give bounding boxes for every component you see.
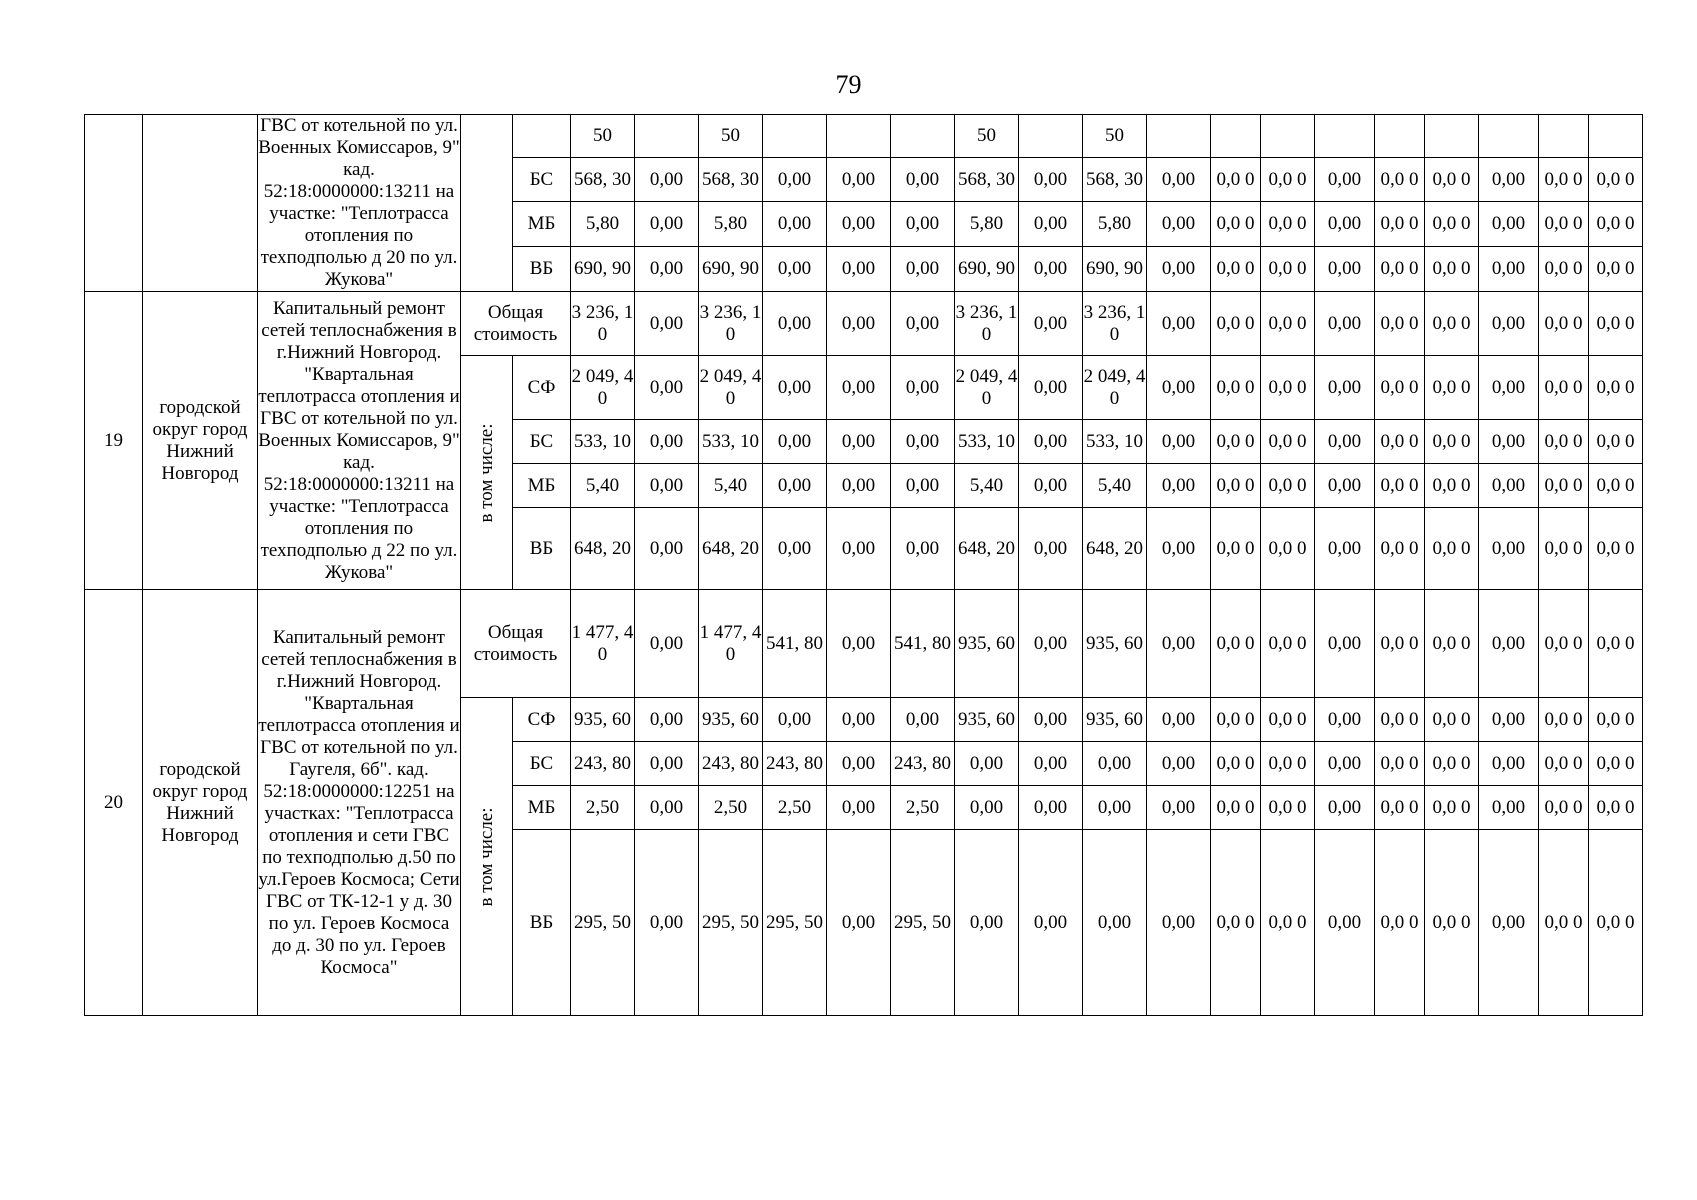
value-cell: 0,0 0 (1425, 420, 1479, 464)
value-cell: 0,0 0 (1539, 830, 1589, 1016)
fund-cell: БС (513, 742, 571, 786)
value-cell: 568, 30 (571, 157, 635, 202)
value-cell: 0,00 (1019, 356, 1083, 420)
value-cell: 0,00 (1315, 464, 1375, 508)
value-cell: 0,0 0 (1539, 202, 1589, 247)
value-cell: 0,00 (1479, 830, 1539, 1016)
value-cell: 0,0 0 (1425, 356, 1479, 420)
value-cell: 0,00 (635, 292, 699, 356)
fund-cell: ВБ (513, 830, 571, 1016)
value-cell: 0,0 0 (1589, 698, 1643, 742)
value-cell: 0,00 (1315, 420, 1375, 464)
value-cell: 0,0 0 (1425, 157, 1479, 202)
value-cell: 0,00 (1315, 356, 1375, 420)
value-cell: 0,00 (891, 420, 955, 464)
value-cell (763, 115, 827, 158)
fund-cell: ВБ (513, 247, 571, 292)
page-number: 79 (835, 70, 862, 99)
value-cell: 0,00 (827, 356, 891, 420)
value-cell: 0,0 0 (1425, 742, 1479, 786)
value-cell: 5,40 (699, 464, 763, 508)
fund-cell: СФ (513, 356, 571, 420)
value-cell: 0,00 (1315, 157, 1375, 202)
value-cell: 0,00 (891, 356, 955, 420)
value-cell: 935, 60 (699, 698, 763, 742)
value-cell: 0,0 0 (1261, 202, 1315, 247)
value-cell: 243, 80 (763, 742, 827, 786)
object-cell: Капитальный ремонт сетей теплоснабжения в г.Нижний Новгород. "Квартальная теплотрасса отопления и ГВС от котельной по ул. Военных Комиссаров, 9" кад. 52:18:0000000:13211 на участке: "Теплотрасса отопления по техподполью д 22 по ул. Жукова" (258, 292, 461, 590)
value-cell: 0,0 0 (1375, 590, 1425, 698)
value-cell: 935, 60 (955, 590, 1019, 698)
value-cell: 0,0 0 (1539, 742, 1589, 786)
value-cell: 5,80 (699, 202, 763, 247)
value-cell: 0,0 0 (1589, 202, 1643, 247)
value-cell: 0,0 0 (1211, 464, 1261, 508)
value-cell: 0,0 0 (1425, 698, 1479, 742)
budget-table (84, 114, 1643, 1016)
value-cell: 5,80 (1083, 202, 1147, 247)
value-cell: 935, 60 (1083, 698, 1147, 742)
value-cell: 5,80 (571, 202, 635, 247)
value-cell: 2,50 (699, 786, 763, 830)
value-cell: 0,00 (1479, 590, 1539, 698)
value-cell: 0,00 (955, 742, 1019, 786)
value-cell: 568, 30 (1083, 157, 1147, 202)
value-cell: 0,00 (635, 830, 699, 1016)
value-cell: 568, 30 (955, 157, 1019, 202)
value-cell (827, 115, 891, 158)
table-row (85, 115, 1643, 158)
value-cell: 3 236, 10 (699, 292, 763, 356)
value-cell: 0,00 (1147, 786, 1211, 830)
value-cell: 0,0 0 (1589, 420, 1643, 464)
value-cell (1589, 115, 1643, 158)
value-cell: 0,00 (635, 698, 699, 742)
value-cell: 0,00 (1019, 420, 1083, 464)
value-cell (891, 115, 955, 158)
value-cell (1211, 115, 1261, 158)
value-cell: 0,00 (1147, 292, 1211, 356)
value-cell: 0,00 (1019, 157, 1083, 202)
value-cell: 0,00 (763, 698, 827, 742)
value-cell: 0,0 0 (1375, 786, 1425, 830)
value-cell: 0,0 0 (1425, 292, 1479, 356)
value-cell: 0,00 (1019, 786, 1083, 830)
value-cell: 0,00 (1019, 698, 1083, 742)
municipality-cell: городской округ город Нижний Новгород (143, 292, 258, 590)
value-cell: 0,00 (635, 786, 699, 830)
value-cell: 0,00 (763, 292, 827, 356)
value-cell: 50 (1083, 115, 1147, 158)
value-cell: 0,00 (955, 786, 1019, 830)
value-cell: 690, 90 (1083, 247, 1147, 292)
value-cell: 0,00 (1147, 508, 1211, 590)
value-cell (1315, 115, 1375, 158)
value-cell: 0,00 (1147, 464, 1211, 508)
value-cell: 0,0 0 (1375, 698, 1425, 742)
fund-cell: МБ (513, 786, 571, 830)
value-cell: 50 (571, 115, 635, 158)
total-label: Общая стоимость (461, 292, 571, 356)
object-cell: Капитальный ремонт сетей теплоснабжения в г.Нижний Новгород. "Квартальная теплотрасса отопления и ГВС от котельной по ул. Гаугеля, 6б". кад. 52:18:0000000:12251 на участках: "Теплотрасса отопления и сети ГВС по техподполью д.50 по ул.Героев Космоса; Сети ГВС от ТК-12-1 у д. 30 по ул. Героев Космоса до д. 30 по ул. Героев Космоса" (258, 590, 461, 1016)
value-cell (1147, 115, 1211, 158)
value-cell: 0,00 (1019, 247, 1083, 292)
value-cell: 0,00 (1479, 742, 1539, 786)
value-cell: 1 477, 40 (699, 590, 763, 698)
value-cell: 0,0 0 (1211, 356, 1261, 420)
value-cell: 243, 80 (571, 742, 635, 786)
value-cell: 0,00 (827, 786, 891, 830)
value-cell: 568, 30 (699, 157, 763, 202)
value-cell: 0,0 0 (1211, 420, 1261, 464)
total-label: Общая стоимость (461, 590, 571, 698)
value-cell: 0,00 (763, 247, 827, 292)
value-cell: 0,00 (1019, 830, 1083, 1016)
value-cell: 0,0 0 (1589, 157, 1643, 202)
value-cell: 533, 10 (1083, 420, 1147, 464)
value-cell: 0,0 0 (1425, 786, 1479, 830)
fund-cell: БС (513, 157, 571, 202)
value-cell: 0,00 (827, 202, 891, 247)
value-cell: 541, 80 (891, 590, 955, 698)
value-cell: 0,00 (827, 590, 891, 698)
value-cell: 0,00 (1479, 202, 1539, 247)
value-cell: 690, 90 (955, 247, 1019, 292)
value-cell: 2 049, 40 (955, 356, 1019, 420)
value-cell: 0,0 0 (1539, 157, 1589, 202)
value-cell: 0,00 (827, 292, 891, 356)
value-cell: 648, 20 (571, 508, 635, 590)
value-cell: 0,0 0 (1261, 157, 1315, 202)
in-tom-chisle-text: в том числе: (475, 806, 497, 907)
value-cell: 0,00 (1019, 590, 1083, 698)
value-cell: 0,00 (1315, 202, 1375, 247)
value-cell: 0,0 0 (1375, 292, 1425, 356)
value-cell: 5,80 (955, 202, 1019, 247)
value-cell: 0,0 0 (1425, 202, 1479, 247)
value-cell: 0,0 0 (1425, 830, 1479, 1016)
value-cell: 0,0 0 (1375, 464, 1425, 508)
value-cell: 0,00 (955, 830, 1019, 1016)
value-cell: 0,00 (763, 356, 827, 420)
value-cell: 2 049, 40 (699, 356, 763, 420)
value-cell: 3 236, 10 (955, 292, 1019, 356)
value-cell: 0,0 0 (1589, 356, 1643, 420)
value-cell: 0,00 (1479, 508, 1539, 590)
fund-cell: МБ (513, 202, 571, 247)
value-cell: 0,0 0 (1589, 830, 1643, 1016)
value-cell: 0,00 (827, 420, 891, 464)
value-cell: 0,0 0 (1539, 698, 1589, 742)
value-cell: 0,00 (891, 508, 955, 590)
value-cell: 2 049, 40 (1083, 356, 1147, 420)
value-cell: 0,0 0 (1261, 356, 1315, 420)
value-cell: 0,00 (763, 157, 827, 202)
value-cell: 0,00 (635, 420, 699, 464)
value-cell: 0,00 (1315, 742, 1375, 786)
value-cell: 0,00 (1315, 830, 1375, 1016)
value-cell: 648, 20 (1083, 508, 1147, 590)
value-cell: 0,0 0 (1589, 508, 1643, 590)
value-cell: 2,50 (571, 786, 635, 830)
value-cell: 0,0 0 (1539, 420, 1589, 464)
value-cell: 2,50 (763, 786, 827, 830)
value-cell: 5,40 (955, 464, 1019, 508)
value-cell: 0,00 (1147, 742, 1211, 786)
table-row (85, 590, 1643, 698)
value-cell: 0,00 (763, 420, 827, 464)
num-cell (85, 115, 143, 292)
value-cell: 935, 60 (955, 698, 1019, 742)
fund-cell: СФ (513, 698, 571, 742)
value-cell: 0,00 (827, 698, 891, 742)
value-cell: 0,0 0 (1375, 202, 1425, 247)
value-cell: 0,00 (891, 157, 955, 202)
value-cell (1539, 115, 1589, 158)
value-cell: 243, 80 (891, 742, 955, 786)
value-cell: 0,0 0 (1589, 292, 1643, 356)
value-cell: 0,00 (891, 292, 955, 356)
value-cell: 0,0 0 (1261, 698, 1315, 742)
value-cell: 0,00 (891, 247, 955, 292)
municipality-cell: городской округ город Нижний Новгород (143, 590, 258, 1016)
value-cell: 533, 10 (571, 420, 635, 464)
value-cell: 0,00 (1147, 247, 1211, 292)
value-cell: 0,00 (827, 464, 891, 508)
value-cell: 0,00 (1479, 464, 1539, 508)
value-cell: 0,00 (891, 698, 955, 742)
value-cell: 0,00 (1479, 247, 1539, 292)
value-cell: 0,0 0 (1261, 247, 1315, 292)
value-cell: 0,00 (1019, 292, 1083, 356)
value-cell: 0,00 (635, 742, 699, 786)
value-cell: 0,00 (1147, 590, 1211, 698)
value-cell (1479, 115, 1539, 158)
value-cell: 1 477, 40 (571, 590, 635, 698)
value-cell: 0,00 (827, 157, 891, 202)
value-cell: 690, 90 (699, 247, 763, 292)
in-tom-chisle-label (461, 698, 513, 1016)
value-cell: 0,00 (1479, 420, 1539, 464)
value-cell: 0,0 0 (1211, 698, 1261, 742)
value-cell: 0,0 0 (1425, 247, 1479, 292)
value-cell: 0,00 (635, 356, 699, 420)
value-cell: 295, 50 (763, 830, 827, 1016)
value-cell: 0,0 0 (1539, 786, 1589, 830)
value-cell: 0,0 0 (1375, 742, 1425, 786)
value-cell: 0,00 (891, 464, 955, 508)
value-cell: 0,0 0 (1539, 247, 1589, 292)
value-cell: 0,00 (635, 202, 699, 247)
value-cell: 0,00 (1147, 698, 1211, 742)
value-cell: 0,0 0 (1425, 464, 1479, 508)
value-cell: 0,0 0 (1261, 590, 1315, 698)
value-cell: 0,0 0 (1211, 742, 1261, 786)
value-cell: 0,0 0 (1375, 157, 1425, 202)
value-cell: 648, 20 (955, 508, 1019, 590)
value-cell (635, 115, 699, 158)
value-cell: 0,00 (763, 202, 827, 247)
value-cell: 0,0 0 (1375, 508, 1425, 590)
value-cell: 0,00 (1315, 590, 1375, 698)
value-cell: 2 049, 40 (571, 356, 635, 420)
value-cell: 295, 50 (699, 830, 763, 1016)
value-cell: 0,0 0 (1375, 247, 1425, 292)
value-cell: 0,0 0 (1211, 590, 1261, 698)
value-cell: 0,0 0 (1261, 508, 1315, 590)
in-tom-chisle-text: в том числе: (475, 422, 497, 523)
value-cell: 0,00 (1147, 157, 1211, 202)
value-cell: 0,00 (763, 464, 827, 508)
value-cell: 0,00 (891, 202, 955, 247)
value-cell: 648, 20 (699, 508, 763, 590)
value-cell: 0,0 0 (1375, 356, 1425, 420)
value-cell: 0,00 (1315, 247, 1375, 292)
value-cell: 295, 50 (891, 830, 955, 1016)
value-cell: 0,0 0 (1211, 830, 1261, 1016)
value-cell: 0,0 0 (1539, 464, 1589, 508)
table-row (85, 292, 1643, 356)
value-cell: 690, 90 (571, 247, 635, 292)
value-cell: 935, 60 (571, 698, 635, 742)
value-cell: 0,00 (1019, 742, 1083, 786)
value-cell: 541, 80 (763, 590, 827, 698)
value-cell: 0,00 (635, 590, 699, 698)
value-cell: 0,00 (1479, 356, 1539, 420)
value-cell: 0,0 0 (1211, 786, 1261, 830)
value-cell: 0,0 0 (1261, 464, 1315, 508)
value-cell (1375, 115, 1425, 158)
value-cell: 0,00 (827, 508, 891, 590)
value-cell: 0,0 0 (1261, 830, 1315, 1016)
value-cell: 50 (955, 115, 1019, 158)
value-cell: 0,0 0 (1539, 508, 1589, 590)
value-cell: 0,0 0 (1539, 292, 1589, 356)
value-cell: 0,00 (827, 830, 891, 1016)
fund-cell: ВБ (513, 508, 571, 590)
value-cell: 2,50 (891, 786, 955, 830)
fund-cell: БС (513, 420, 571, 464)
value-cell: 0,00 (1315, 786, 1375, 830)
value-cell (1425, 115, 1479, 158)
item-number: 20 (85, 590, 143, 1016)
value-cell: 0,0 0 (1211, 202, 1261, 247)
value-cell: 0,00 (1147, 420, 1211, 464)
value-cell: 0,0 0 (1211, 157, 1261, 202)
value-cell: 0,00 (1019, 508, 1083, 590)
item-number: 19 (85, 292, 143, 590)
value-cell: 0,0 0 (1589, 247, 1643, 292)
value-cell: 0,0 0 (1261, 786, 1315, 830)
value-cell: 0,00 (1019, 464, 1083, 508)
value-cell: 5,40 (1083, 464, 1147, 508)
value-cell: 0,00 (1479, 157, 1539, 202)
value-cell: 0,00 (1479, 786, 1539, 830)
fund-cell (513, 115, 571, 158)
value-cell: 0,00 (1019, 202, 1083, 247)
value-cell: 0,00 (1083, 786, 1147, 830)
value-cell: 533, 10 (955, 420, 1019, 464)
value-cell: 50 (699, 115, 763, 158)
value-cell: 935, 60 (1083, 590, 1147, 698)
value-cell: 3 236, 10 (571, 292, 635, 356)
value-cell: 0,0 0 (1211, 508, 1261, 590)
municipality-cell (143, 115, 258, 292)
value-cell: 0,0 0 (1375, 830, 1425, 1016)
in-tom-chisle-label (461, 356, 513, 590)
value-cell: 0,00 (1147, 356, 1211, 420)
value-cell: 0,00 (1479, 698, 1539, 742)
value-cell: 0,0 0 (1539, 356, 1589, 420)
value-cell: 0,0 0 (1261, 292, 1315, 356)
value-cell: 0,00 (1147, 830, 1211, 1016)
fund-cell: МБ (513, 464, 571, 508)
value-cell: 0,00 (1083, 830, 1147, 1016)
value-cell: 0,0 0 (1375, 420, 1425, 464)
value-cell: 0,00 (635, 464, 699, 508)
value-cell: 0,00 (1315, 292, 1375, 356)
value-cell: 0,00 (1315, 698, 1375, 742)
value-cell: 0,0 0 (1211, 247, 1261, 292)
value-cell: 5,40 (571, 464, 635, 508)
value-cell: 3 236, 10 (1083, 292, 1147, 356)
value-cell: 0,00 (635, 508, 699, 590)
value-cell: 0,00 (635, 247, 699, 292)
value-cell: 0,00 (1147, 202, 1211, 247)
value-cell: 0,0 0 (1539, 590, 1589, 698)
value-cell: 0,0 0 (1211, 292, 1261, 356)
value-cell: 0,00 (827, 247, 891, 292)
value-cell: 0,0 0 (1589, 464, 1643, 508)
value-cell: 0,00 (1315, 508, 1375, 590)
group-cell (461, 115, 513, 292)
value-cell: 0,0 0 (1425, 508, 1479, 590)
value-cell: 0,0 0 (1261, 742, 1315, 786)
value-cell: 0,0 0 (1425, 590, 1479, 698)
value-cell: 243, 80 (699, 742, 763, 786)
value-cell (1019, 115, 1083, 158)
value-cell: 0,00 (827, 742, 891, 786)
value-cell: 0,0 0 (1589, 786, 1643, 830)
value-cell: 0,0 0 (1589, 590, 1643, 698)
value-cell: 295, 50 (571, 830, 635, 1016)
value-cell (1261, 115, 1315, 158)
value-cell: 533, 10 (699, 420, 763, 464)
value-cell: 0,00 (1083, 742, 1147, 786)
object-cell: ГВС от котельной по ул. Военных Комиссаров, 9" кад. 52:18:0000000:13211 на участке: "Теплотрасса отопления по техподполью д 20 по ул. Жукова" (258, 115, 460, 290)
value-cell: 0,00 (635, 157, 699, 202)
value-cell: 0,00 (763, 508, 827, 590)
value-cell: 0,0 0 (1261, 420, 1315, 464)
value-cell: 0,00 (1479, 292, 1539, 356)
value-cell: 0,0 0 (1589, 742, 1643, 786)
